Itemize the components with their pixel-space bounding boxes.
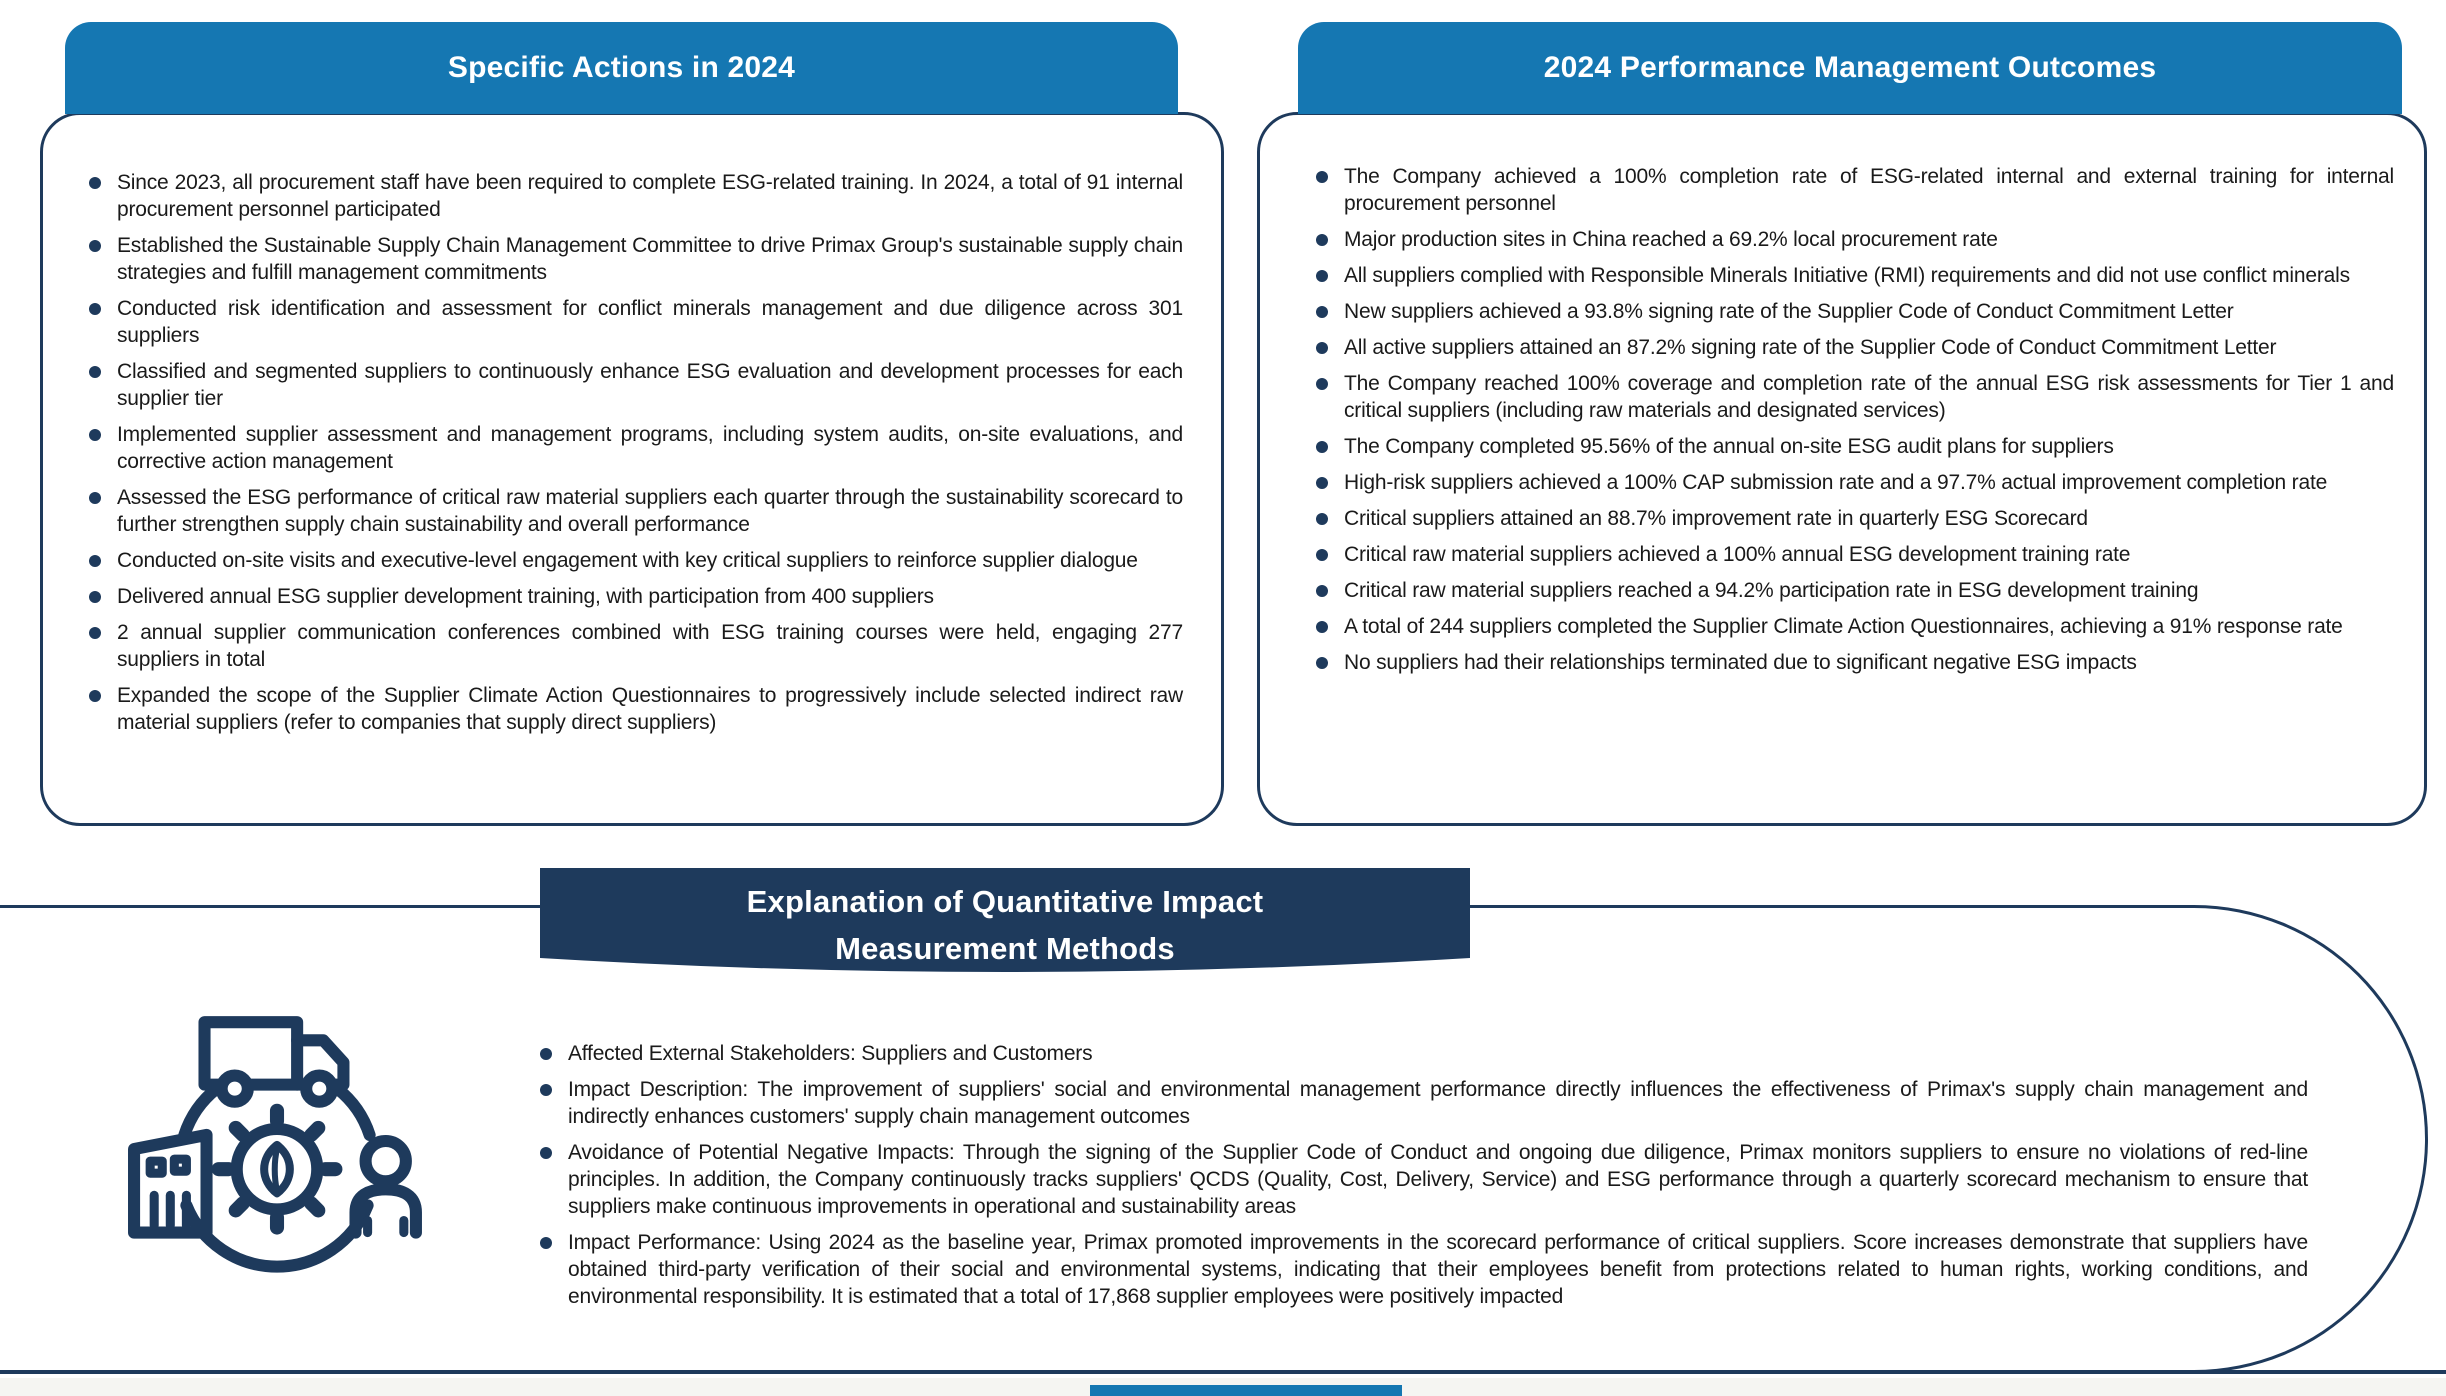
- list-item-text: The Company completed 95.56% of the annual on-site ESG audit plans for suppliers: [1344, 435, 2114, 458]
- list-item-text: Assessed the ESG performance of critical raw material suppliers each quarter through the sustainability scorecard to further strengthen supply chain sustainability and overall performance: [117, 486, 1183, 536]
- bullet-icon: [89, 366, 101, 378]
- list-item-text: Major production sites in China reached a 69.2% local procurement rate: [1344, 228, 1998, 251]
- list-item-text: Established the Sustainable Supply Chain Management Committee to drive Primax Group's sustainable supply chain strategies and fulfill management commitments: [117, 234, 1183, 284]
- list-item: [89, 619, 1183, 673]
- bullet-icon: [540, 1048, 552, 1060]
- bullet-icon: [1316, 585, 1328, 597]
- list-item: [1316, 370, 2394, 424]
- impact-section-title-line2: Measurement Methods: [835, 931, 1175, 966]
- bullet-icon: [540, 1084, 552, 1096]
- list-item-text: Conducted risk identification and assessment for conflict minerals management and due diligence across 301 suppliers: [117, 297, 1183, 347]
- list-item-text: Classified and segmented suppliers to continuously enhance ESG evaluation and development processes for each supplier tier: [117, 360, 1183, 410]
- bullet-icon: [89, 177, 101, 189]
- list-item: [89, 421, 1183, 475]
- list-item-text: Implemented supplier assessment and management programs, including system audits, on-site evaluations, and corrective action management: [117, 423, 1183, 473]
- bullet-icon: [1316, 234, 1328, 246]
- supply-chain-cycle-icon: [126, 1006, 428, 1282]
- bullet-icon: [89, 690, 101, 702]
- list-item: [540, 1139, 2308, 1220]
- impact-section-title: [540, 878, 1470, 972]
- list-item-text: Expanded the scope of the Supplier Climate Action Questionnaires to progressively include selected indirect raw material suppliers (refer to companies that supply direct suppliers): [117, 684, 1183, 734]
- list-item: [1316, 262, 2394, 289]
- bullet-icon: [1316, 549, 1328, 561]
- right-panel-body: [1257, 112, 2427, 826]
- list-item: [89, 583, 1183, 610]
- list-item-text: Critical suppliers attained an 88.7% improvement rate in quarterly ESG Scorecard: [1344, 507, 2088, 530]
- list-item-text: A total of 244 suppliers completed the Supplier Climate Action Questionnaires, achieving a 91% response rate: [1344, 615, 2343, 638]
- truck-icon: [205, 1022, 344, 1102]
- list-item-text: All active suppliers attained an 87.2% signing rate of the Supplier Code of Conduct Commitment Letter: [1344, 336, 2277, 359]
- list-item: [1316, 577, 2394, 604]
- bullet-icon: [89, 627, 101, 639]
- bullet-icon: [1316, 342, 1328, 354]
- list-item: [1316, 163, 2394, 217]
- bullet-icon: [89, 591, 101, 603]
- list-item-text: The Company reached 100% coverage and completion rate of the annual ESG risk assessments for Tier 1 and critical suppliers (including raw materials and designated services): [1344, 372, 2394, 422]
- bullet-icon: [89, 429, 101, 441]
- list-item: [1316, 505, 2394, 532]
- bullet-icon: [1316, 306, 1328, 318]
- bullet-icon: [540, 1237, 552, 1249]
- list-item: [89, 547, 1183, 574]
- list-item-text: Critical raw material suppliers reached a 94.2% participation rate in ESG development training: [1344, 579, 2199, 602]
- list-item: [1316, 613, 2394, 640]
- right-panel-bullet-list: [1316, 163, 2394, 676]
- gear-leaf-icon: [219, 1111, 336, 1228]
- bullet-icon: [1316, 378, 1328, 390]
- left-panel-title: Specific Actions in 2024: [447, 51, 796, 84]
- list-item: [89, 232, 1183, 286]
- bullet-icon: [89, 240, 101, 252]
- person-icon: [356, 1141, 416, 1233]
- list-item-text: All suppliers complied with Responsible Minerals Initiative (RMI) requirements and did not use conflict minerals: [1344, 264, 2350, 287]
- bullet-icon: [1316, 171, 1328, 183]
- list-item-text: High-risk suppliers achieved a 100% CAP submission rate and a 97.7% actual improvement completion rate: [1344, 471, 2328, 494]
- left-panel-body: [40, 112, 1224, 826]
- list-item: [540, 1040, 2308, 1067]
- list-item: [540, 1229, 2308, 1310]
- page-bottom-rule: [0, 1370, 2446, 1374]
- left-panel-bullet-list: [89, 169, 1183, 736]
- bullet-icon: [1316, 621, 1328, 633]
- list-item-text: Affected External Stakeholders: Suppliers and Customers: [568, 1042, 1093, 1065]
- list-item: [1316, 541, 2394, 568]
- list-item-text: The Company achieved a 100% completion rate of ESG-related internal and external training for internal procurement personnel: [1344, 165, 2394, 215]
- bullet-icon: [89, 555, 101, 567]
- list-item: [1316, 298, 2394, 325]
- right-panel-header: [1298, 22, 2402, 114]
- bullet-icon: [1316, 270, 1328, 282]
- list-item-text: Since 2023, all procurement staff have been required to complete ESG-related training. In 2024, a total of 91 internal procurement personnel participated: [117, 171, 1183, 221]
- list-item-text: Avoidance of Potential Negative Impacts: Through the signing of the Supplier Code of Conduct and ongoing due diligence, Primax monitors suppliers to ensure no violations of red-line principles. In addition, the Company continuously tracks suppliers' QCDS (Quality, Cost, Delivery, Service) and ESG performance through a quarterly scorecard mechanism to ensure that suppliers make continuous improvements in operational and sustainability areas: [568, 1141, 2308, 1218]
- list-item: [89, 169, 1183, 223]
- list-item-text: Impact Description: The improvement of suppliers' social and environmental management performance directly influences the effectiveness of Primax's supply chain management and indirectly enhances customers' supply chain management outcomes: [568, 1078, 2308, 1128]
- list-item: [89, 358, 1183, 412]
- list-item: [89, 484, 1183, 538]
- bullet-icon: [1316, 513, 1328, 525]
- page-footer-tab: [1090, 1385, 1402, 1396]
- list-item: [1316, 649, 2394, 676]
- right-panel-title: 2024 Performance Management Outcomes: [1543, 51, 2157, 84]
- list-item-text: 2 annual supplier communication conferences combined with ESG training courses were held, engaging 277 suppliers in total: [117, 621, 1183, 671]
- impact-bullet-list: [540, 1040, 2308, 1319]
- list-item: [89, 295, 1183, 349]
- bullet-icon: [1316, 657, 1328, 669]
- list-item-text: New suppliers achieved a 93.8% signing rate of the Supplier Code of Conduct Commitment Letter: [1344, 300, 2234, 323]
- list-item: [1316, 334, 2394, 361]
- list-item: [540, 1076, 2308, 1130]
- bullet-icon: [89, 303, 101, 315]
- list-item-text: Conducted on-site visits and executive-level engagement with key critical suppliers to reinforce supplier dialogue: [117, 549, 1138, 572]
- list-item-text: Critical raw material suppliers achieved a 100% annual ESG development training rate: [1344, 543, 2131, 566]
- list-item-text: No suppliers had their relationships terminated due to significant negative ESG impacts: [1344, 651, 2137, 674]
- left-panel-header: [65, 22, 1178, 114]
- bullet-icon: [1316, 441, 1328, 453]
- bullet-icon: [540, 1147, 552, 1159]
- list-item: [1316, 226, 2394, 253]
- list-item: [89, 682, 1183, 736]
- list-item-text: Impact Performance: Using 2024 as the baseline year, Primax promoted improvements in the scorecard performance of critical suppliers. Score increases demonstrate that suppliers have obtained third-party verification of their social and environmental systems, indicating that their employees benefit from protections related to human rights, working conditions, and environmental responsibility. It is estimated that a total of 17,868 supplier employees were positively impacted: [568, 1231, 2308, 1308]
- list-item: [1316, 469, 2394, 496]
- list-item-text: Delivered annual ESG supplier development training, with participation from 400 suppliers: [117, 585, 934, 608]
- bullet-icon: [89, 492, 101, 504]
- list-item: [1316, 433, 2394, 460]
- bullet-icon: [1316, 477, 1328, 489]
- impact-section-title-line1: Explanation of Quantitative Impact: [746, 884, 1264, 919]
